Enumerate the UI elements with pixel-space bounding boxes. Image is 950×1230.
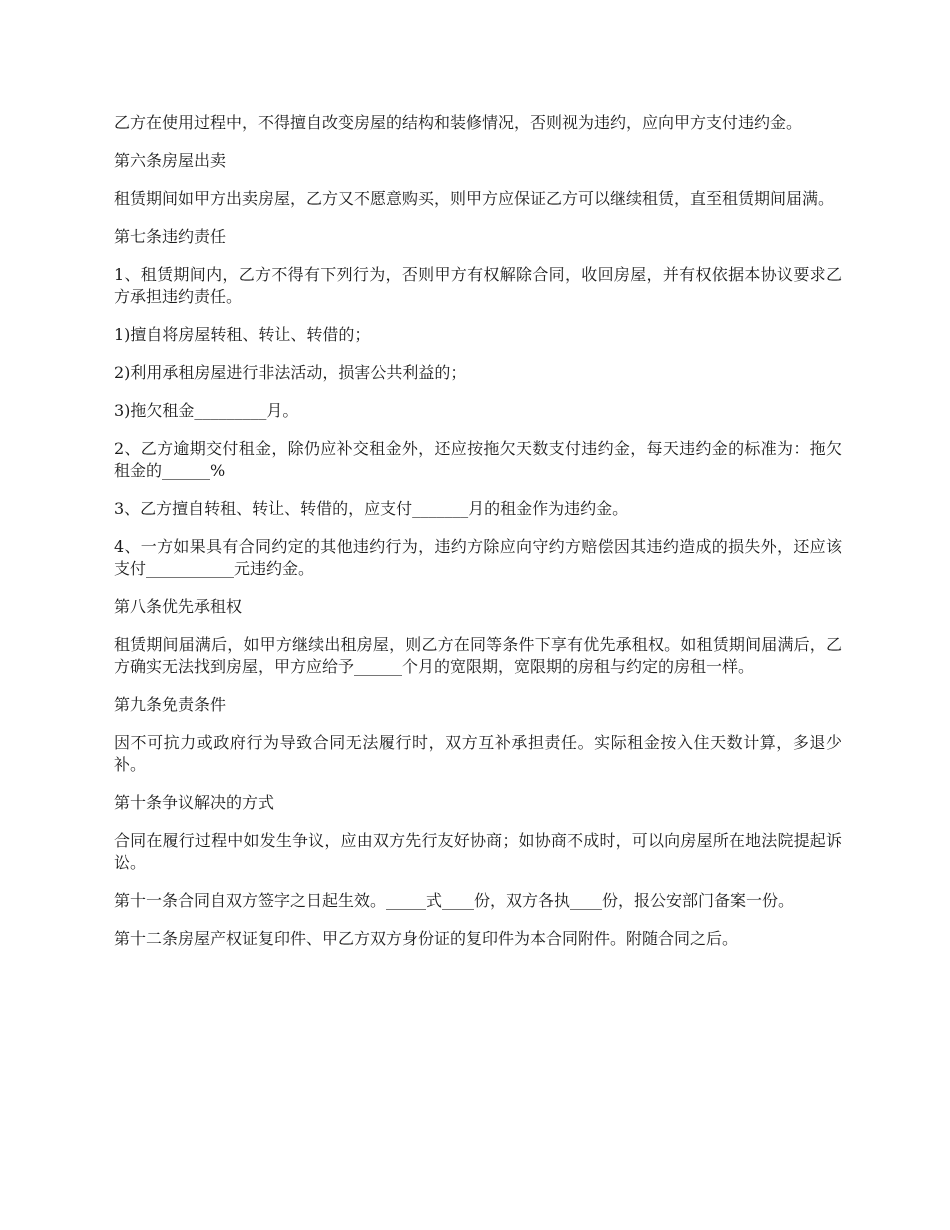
paragraph-article-11-effect: 第十一条合同自双方签字之日起生效。_____式____份，双方各执____份，报公安部门备案一份。 — [114, 891, 795, 910]
paragraph-house-sale: 租赁期间如甲方出卖房屋，乙方又不愿意购买，则甲方应保证乙方可以继续租赁，直至租赁期间届满。 — [114, 189, 835, 208]
paragraph-dispute-resolution: 合同在履行过程中如发生争议，应由双方先行友好协商；如协商不成时，可以向房屋所在地法院提起诉讼。 — [114, 831, 842, 872]
heading-article-7: 第七条违约责任 — [114, 227, 227, 246]
heading-article-6: 第六条房屋出卖 — [114, 151, 227, 170]
paragraph-priority-lease: 租赁期间届满后，如甲方继续出租房屋，则乙方在同等条件下享有优先承租权。如租赁期间届满后，乙方确实无法找到房屋，甲方应给予______个月的宽限期，宽限期的房租与约定的房租一样。 — [114, 635, 842, 676]
list-item-illegal-use: 2)利用承租房屋进行非法活动，损害公共利益的； — [114, 363, 467, 382]
paragraph-breach-clause-4: 4、一方如果具有合同约定的其他违约行为，违约方除应向守约方赔偿因其违约造成的损失外，还应该支付___________元违约金。 — [114, 537, 842, 578]
paragraph-breach-clause-1: 1、租赁期间内，乙方不得有下列行为，否则甲方有权解除合同，收回房屋，并有权依据本协议要求乙方承担违约责任。 — [114, 265, 842, 306]
heading-article-10: 第十条争议解决的方式 — [114, 793, 275, 812]
paragraph-breach-renovation: 乙方在使用过程中，不得擅自改变房屋的结构和装修情况，否则视为违约，应向甲方支付违约金。 — [114, 113, 803, 132]
list-item-rent-arrears: 3)拖欠租金_________月。 — [114, 401, 299, 420]
heading-article-9: 第九条免责条件 — [114, 695, 227, 714]
list-item-sublet: 1)擅自将房屋转租、转让、转借的； — [114, 325, 371, 344]
paragraph-article-12-attachments: 第十二条房屋产权证复印件、甲乙方双方身份证的复印件为本合同附件。附随合同之后。 — [114, 929, 739, 948]
paragraph-breach-clause-3: 3、乙方擅自转租、转让、转借的，应支付_______月的租金作为违约金。 — [114, 499, 629, 518]
paragraph-force-majeure: 因不可抗力或政府行为导致合同无法履行时，双方互补承担责任。实际租金按入住天数计算，多退少补。 — [114, 733, 842, 774]
document-body — [114, 112, 842, 966]
heading-article-8: 第八条优先承租权 — [114, 597, 243, 616]
paragraph-breach-clause-2: 2、乙方逾期交付租金，除仍应补交租金外，还应按拖欠天数支付违约金，每天违约金的标准为：拖欠租金的______% — [114, 439, 842, 480]
